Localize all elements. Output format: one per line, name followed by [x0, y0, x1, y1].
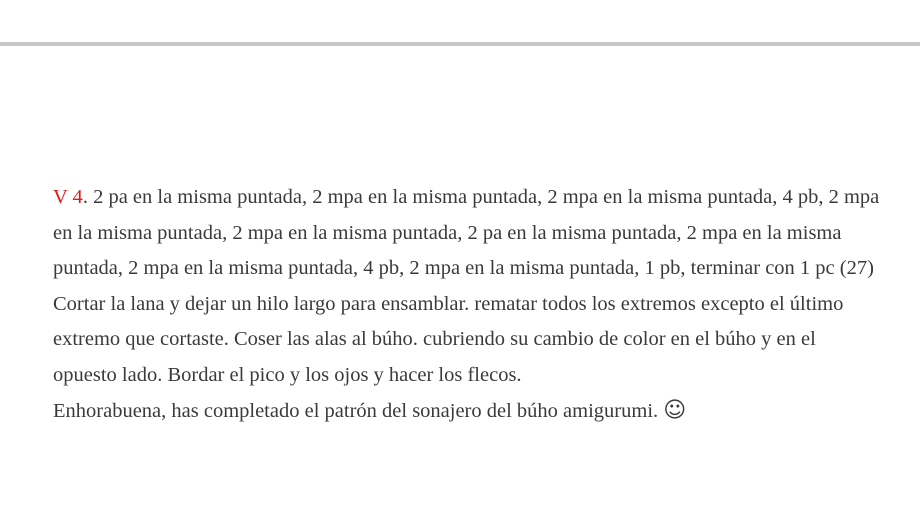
- round-text: . 2 pa en la misma puntada, 2 mpa en la misma puntada, 2 mpa en la misma puntada, 4 pb, 2 mpa en la misma puntada, 2 mpa en la misma puntada, 2 pa en la misma puntada, 2 mpa en la misma puntada, 2 mpa en la misma puntada, 4 pb, 2 mpa en la misma puntada, 1 pb, terminar con 1 pc (27): [53, 186, 880, 279]
- round-label: V 4: [53, 186, 83, 208]
- smiley-icon: ☺: [663, 398, 687, 423]
- top-divider: [0, 42, 920, 46]
- round-4-instructions: [53, 180, 883, 287]
- closing-paragraph: [53, 393, 883, 430]
- closing-text: Enhorabuena, has completado el patrón del sonajero del búho amigurumi.: [53, 400, 659, 422]
- finishing-instructions: Cortar la lana y dejar un hilo largo para ensamblar. rematar todos los extremos excepto el último extremo que cortaste. Coser las alas al búho. cubriendo su cambio de color en el búho y en el opuesto lado. Bordar el pico y los ojos y hacer los flecos.: [53, 292, 844, 386]
- article-body: [53, 180, 883, 430]
